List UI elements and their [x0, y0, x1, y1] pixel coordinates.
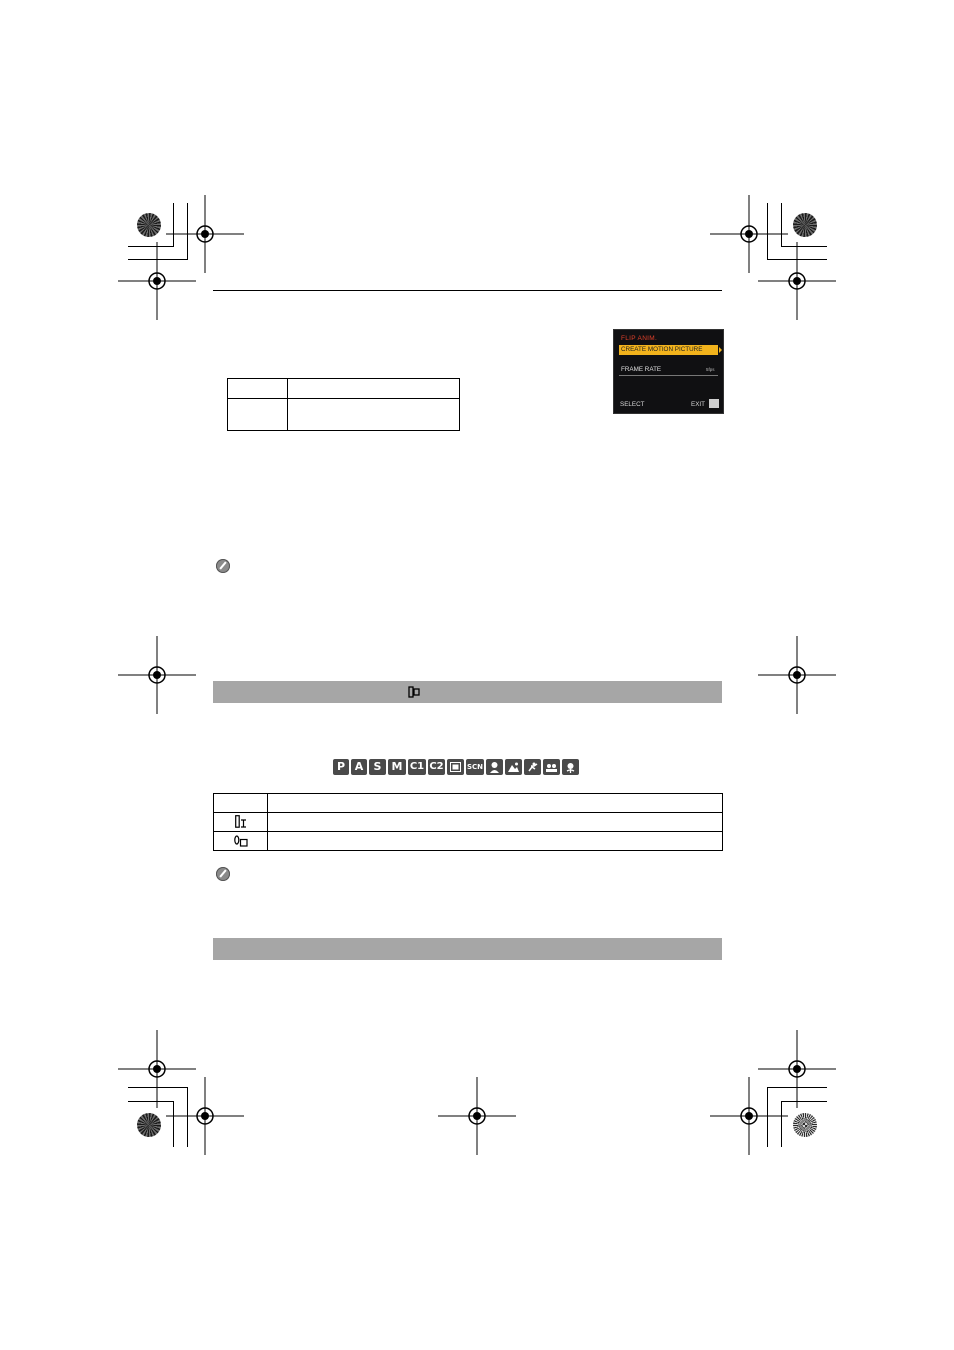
settings-table-2	[213, 793, 723, 851]
lcd-footer-select: SELECT	[620, 401, 645, 408]
aperture-priority-mode-icon: A	[351, 759, 367, 775]
portrait-glyph-icon	[489, 761, 500, 773]
lcd-frame-rate-value: 5fps	[706, 367, 715, 372]
settings-table-1	[227, 378, 460, 431]
note-pencil-icon	[216, 867, 230, 881]
film-strip-icon	[450, 762, 461, 772]
shutter-priority-mode-icon: S	[369, 759, 386, 775]
table-cell	[228, 399, 288, 431]
runner-glyph-icon	[527, 762, 538, 772]
custom2-mode-icon: C2	[428, 759, 445, 775]
registration-mark-icon	[118, 242, 196, 320]
program-mode-icon: P	[333, 759, 349, 775]
section-header-band	[213, 681, 722, 703]
frame-icon	[234, 835, 248, 847]
color-target-top-left	[137, 213, 161, 237]
table-cell	[268, 794, 723, 813]
note-pencil-icon	[216, 559, 230, 573]
registration-mark-icon	[118, 636, 196, 714]
flower-glyph-icon	[565, 762, 576, 773]
lcd-divider	[619, 375, 718, 376]
color-target-top-right	[793, 213, 817, 237]
table-cell	[268, 813, 723, 832]
two-faces-glyph-icon	[546, 762, 557, 772]
manual-mode-icon: M	[388, 759, 406, 775]
table-cell	[288, 379, 460, 399]
mountain-glyph-icon	[508, 762, 519, 772]
multi-ratio-icon	[235, 815, 247, 828]
section-header-band-2	[213, 938, 722, 960]
registration-mark-icon	[166, 1077, 244, 1155]
lcd-footer-exit: EXIT	[691, 401, 705, 408]
registration-mark-icon	[438, 1077, 516, 1155]
custom1-mode-icon: C1	[408, 759, 426, 775]
menu-button-icon	[709, 399, 719, 408]
table-cell	[268, 832, 723, 851]
lcd-frame-rate-label: FRAME RATE	[621, 366, 662, 373]
color-target-bottom-left	[137, 1113, 161, 1137]
header-rule	[213, 290, 722, 291]
lcd-menu-title: FLIP ANIM.	[621, 335, 658, 342]
aspect-ratio-icon	[408, 686, 420, 698]
registration-mark-icon	[758, 242, 836, 320]
table-cell	[228, 379, 288, 399]
table-cell	[214, 813, 268, 832]
registration-mark-icon	[710, 1077, 788, 1155]
table-cell	[214, 794, 268, 813]
right-arrow-icon	[719, 347, 722, 353]
registration-mark-icon	[758, 636, 836, 714]
lcd-highlighted-item: CREATE MOTION PICTURE	[619, 345, 718, 355]
camera-lcd-screen	[613, 329, 724, 414]
scene-mode-icon: SCN	[466, 759, 484, 775]
table-cell	[288, 399, 460, 431]
table-cell	[214, 832, 268, 851]
color-target-bottom-right	[793, 1113, 817, 1137]
